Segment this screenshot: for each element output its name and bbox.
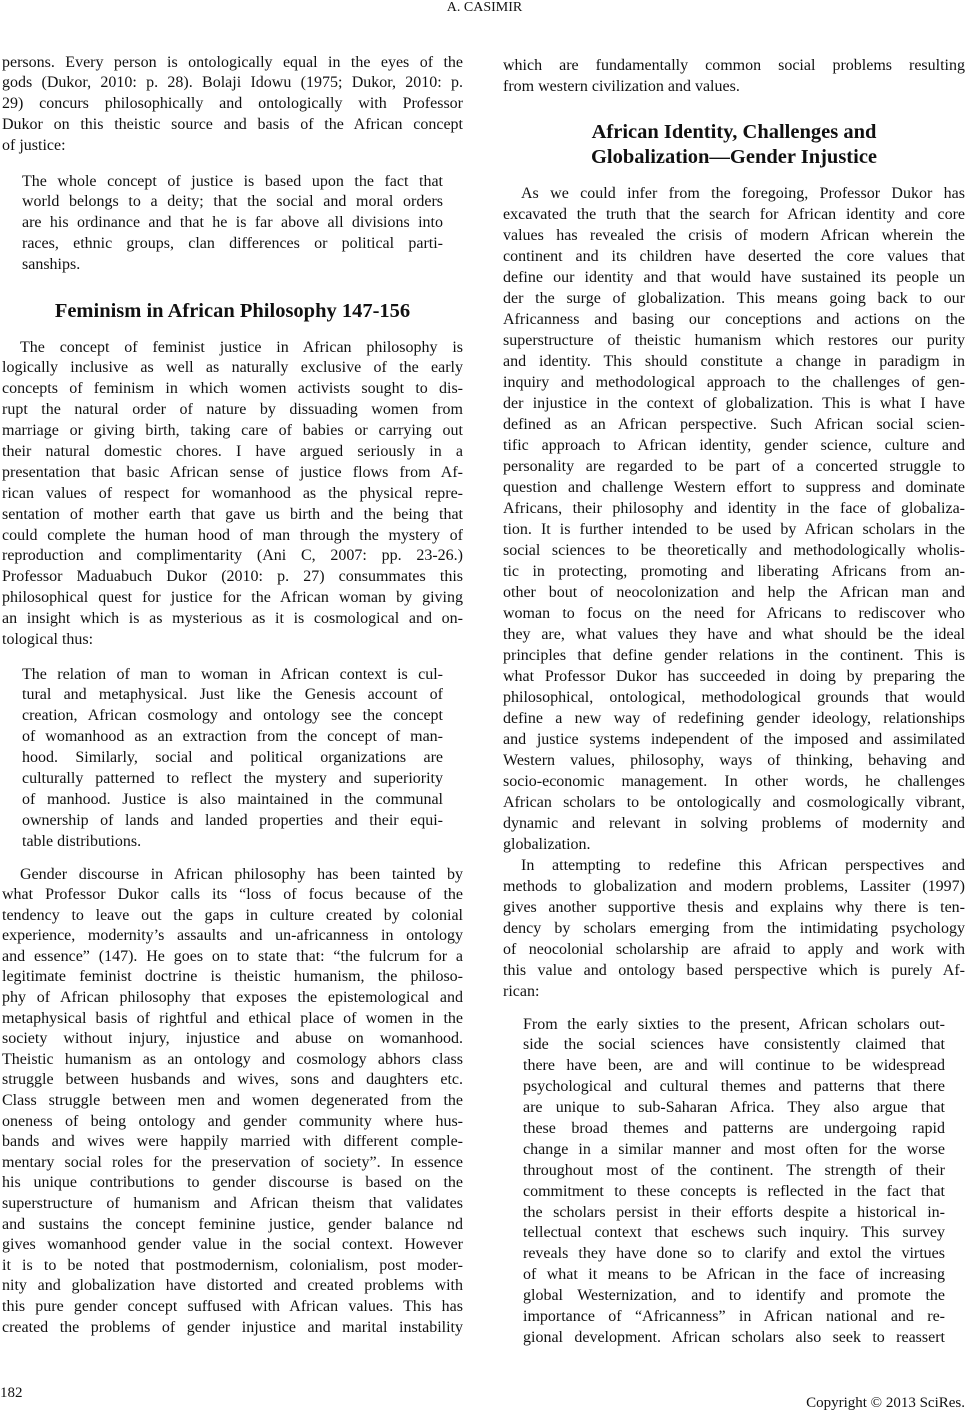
text-line: what Professor Dukor calls its “loss of focus because of the: [2, 886, 463, 904]
text-line: personality are regarded to be part of a concerted struggle to: [503, 457, 965, 475]
text-line: could complete the human hood of man through the mystery of: [2, 526, 463, 544]
section-heading-line: Globalization—Gender Injustice: [590, 145, 878, 168]
text-line: tological thus:: [2, 630, 94, 648]
text-line: struggle between husbands and wives, sons and daughters etc.: [2, 1071, 463, 1089]
text-line: and essence” (147). He goes on to state that: “the fulcrum for a: [2, 947, 463, 965]
text-line: dency by scholars emerging from the intimidating psychology: [503, 919, 965, 937]
paragraph: [503, 55, 965, 97]
text-line: of womanhood as an extraction from the concept of man-: [22, 728, 443, 746]
text-line: commitment to these concepts is reflected in the fact that: [523, 1182, 945, 1200]
text-line: values has revealed the crisis of modern African wherein the: [503, 226, 965, 244]
text-line: tion. It is further intended to be used by African scholars in the: [503, 520, 965, 538]
text-line: Western values, philosophy, ways of thinking, behaving and: [503, 751, 965, 769]
text-line: As we could infer from the foregoing, Professor Dukor has: [521, 184, 965, 202]
text-line: marriage or giving birth, taking care of babies or carrying out: [2, 422, 463, 440]
text-line: are his ordinance and that he is far above all divisions into: [22, 214, 443, 232]
text-line: concepts of feminism in which women activists sought to dis-: [2, 380, 463, 398]
text-line: which are fundamentally common social problems resulting: [503, 56, 965, 74]
text-line: African scholars to be ontologically and cosmologically vibrant,: [503, 793, 965, 811]
text-line: reveals they have done so to clarify and extol the virtues: [523, 1245, 945, 1263]
text-line: experience, modernity’s assaults and un-africanness in ontology: [2, 927, 463, 945]
text-line: table distributions.: [22, 832, 142, 850]
text-line: tic in protecting, promoting and liberating Africans from an-: [503, 562, 965, 580]
text-line: gods (Dukor, 2010: p. 28). Bolaji Idowu (1975; Dukor, 2010: p.: [2, 74, 463, 92]
text-line: his unique contributions to gender discourse is based on the: [2, 1174, 463, 1192]
text-line: Dukor on this theistic source and basis of the African concept: [2, 116, 463, 134]
text-line: Class struggle between men and women degenerated from the: [2, 1092, 463, 1110]
text-line: of neocolonial scholarship are afraid to apply and work with: [503, 940, 965, 958]
text-line: oneness of being ontology and gender community where hus-: [2, 1112, 463, 1130]
text-line: their natural domestic chores. I have argued seriously in a: [2, 442, 463, 460]
text-line: bands and wives were happily married with different comple-: [2, 1133, 463, 1151]
section-heading: [503, 120, 965, 170]
text-line: principles that define gender relations in the continent. This is: [503, 646, 965, 664]
text-line: superstructure of theistic humanism which restores our purity: [503, 331, 965, 349]
text-line: define our identity and that would have sustained its people un: [503, 268, 965, 286]
text-line: presentation that basic African sense of justice flows from Af-: [2, 463, 463, 481]
text-line: and identity. This should constitute a change in paradigm in: [503, 352, 965, 370]
text-line: question and challenge Western effort to suppress and dominate: [503, 478, 965, 496]
text-line: an insight which is as mysterious as it is cosmological and on-: [2, 610, 463, 628]
text-line: of manhood. Justice is also maintained in the communal: [22, 790, 443, 808]
text-line: and sustains the concept feminine justice, gender balance nd: [2, 1215, 463, 1233]
text-line: tural and metaphysical. Just like the Genesis account of: [22, 686, 443, 704]
paragraph: [2, 53, 463, 157]
text-line: side the social sciences have consistently claimed that: [523, 1036, 945, 1054]
text-line: tendency to leave out the gaps in culture created by colonial: [2, 906, 463, 924]
text-line: races, ethnic groups, clan differences or political parti-: [22, 235, 443, 253]
text-line: global Westernization, and to identify and promote the: [523, 1287, 945, 1305]
text-line: The whole concept of justice is based upon the fact that: [22, 172, 443, 190]
text-line: they are, what values they have and what should be the ideal: [503, 625, 965, 643]
text-line: In attempting to redefine this African perspectives and: [521, 856, 965, 874]
block-quote: [22, 665, 443, 853]
text-line: Theistic humanism as an ontology and cosmology abhors class: [2, 1050, 463, 1068]
text-line: this pure gender concept suffused with African values. This has: [2, 1297, 463, 1315]
running-head: A. CASIMIR: [446, 0, 523, 15]
text-line: ownership of lands and landed properties and their equi-: [22, 811, 443, 829]
text-line: nity and globalization have distorted and created problems with: [2, 1277, 463, 1295]
text-line: psychological and cultural themes and patterns that there: [523, 1078, 945, 1096]
text-line: sentation of mother earth that gave us birth and the being that: [2, 505, 463, 523]
text-line: change in a similar manner and most often for the worse: [523, 1140, 945, 1158]
text-line: legitimate feminist doctrine is theistic humanism, the philoso-: [2, 968, 463, 986]
text-line: mentary social roles for the preservation of society”. In essence: [2, 1153, 463, 1171]
text-line: these broad themes and patterns are undergoing rapid: [523, 1119, 945, 1137]
text-line: this value and ontology based perspective which is purely Af-: [503, 961, 965, 979]
text-line: philosophical quest for justice for the African woman by giving: [2, 589, 463, 607]
text-line: superstructure of humanism and African theism that validates: [2, 1195, 463, 1212]
block-quote: [22, 172, 443, 276]
text-line: created the problems of gender injustice and marital instability: [2, 1318, 463, 1336]
text-line: rican values of respect for womanhood as the physical repre-: [2, 484, 463, 502]
text-line: it is to be noted that postmodernism, colonialism, post moder-: [2, 1256, 463, 1274]
text-line: logically inclusive as well as naturally exclusive of the early: [2, 359, 463, 377]
text-line: excavated the truth that the search for African identity and core: [503, 205, 965, 223]
text-line: world belongs to a deity; that the social and moral orders: [22, 193, 443, 211]
text-line: tific approach to African identity, gender science, culture and: [503, 436, 965, 454]
text-line: sanships.: [22, 256, 81, 274]
text-line: the scholars persist in their efforts despite a historical in-: [523, 1203, 945, 1221]
text-line: philosophical, ontological, methodological grounds that would: [503, 688, 965, 706]
text-line: culturally patterned to reflect the mystery and superiority: [22, 769, 443, 787]
text-line: and justice systems independent of the imposed and assimilated: [503, 730, 965, 748]
text-line: what Professor Dukor has succeeded in doing by preparing the: [503, 667, 965, 685]
paragraph: [503, 855, 965, 1002]
text-line: throughout most of the continent. The strength of their: [523, 1161, 945, 1179]
text-line: metaphysical basis of rightful and ethical place of women in the: [2, 1009, 463, 1027]
text-line: of justice:: [2, 137, 66, 155]
text-line: social sciences to be theoretically and methodologically wholis-: [503, 541, 965, 559]
text-line: 29) concurs philosophically and ontologically with Professor: [2, 95, 463, 113]
text-line: creation, African cosmology and ontology see the concept: [22, 707, 443, 725]
text-line: rupt the natural order of nature by dissuading women from: [2, 401, 463, 419]
paragraph: [2, 865, 463, 1339]
text-line: The concept of feminist justice in African philosophy is: [20, 338, 463, 356]
text-line: there have been, are and will continue to be widespread: [523, 1057, 945, 1075]
section-heading-line: African Identity, Challenges and: [591, 120, 877, 143]
text-line: hood. Similarly, social and political organizations are: [22, 749, 443, 767]
text-line: inquiry and methodological approach to the challenges of gen-: [503, 373, 965, 391]
text-line: The relation of man to woman in African context is cul-: [22, 665, 443, 683]
text-line: woman to focus on the need for Africans to rediscover who: [503, 604, 965, 622]
text-line: socio-economic management. In other words, he challenges: [503, 772, 965, 790]
paragraph: [503, 183, 965, 855]
text-line: from western civilization and values.: [503, 77, 740, 95]
text-line: importance of “Africanness” in African national and re-: [523, 1307, 945, 1325]
text-line: globalization.: [503, 835, 591, 853]
text-line: tellectual context that eschews such inquiry. This survey: [523, 1224, 945, 1242]
text-line: From the early sixties to the present, African scholars out-: [523, 1015, 945, 1033]
text-line: Gender discourse in African philosophy has been tainted by: [20, 865, 463, 883]
page-number: 182: [0, 1385, 23, 1401]
copyright-notice: Copyright © 2013 SciRes.: [806, 1395, 965, 1411]
paragraph: [2, 338, 463, 651]
text-line: continent and its children have deserted the core values that: [503, 247, 965, 265]
text-line: der the surge of globalization. This means going back to our: [503, 289, 965, 307]
text-line: reproduction and complimentarity (Ani C, 2007: pp. 23-26.): [2, 547, 463, 565]
text-line: are unique to sub-Saharan Africa. They also argue that: [523, 1099, 945, 1117]
text-line: of what it means to be African in the face of increasing: [523, 1266, 945, 1284]
text-line: methods to globalization and modern problems, Lassiter (1997): [503, 877, 965, 895]
text-line: dynamic and relevant in solving problems of modernity and: [503, 814, 965, 832]
text-line: der injustice in the context of globalization. This is what I have: [503, 394, 965, 412]
text-line: Africanness and basing our conceptions and actions on the: [503, 310, 965, 328]
text-line: other bout of neocolonization and help the African man and: [503, 583, 965, 601]
text-line: gives another supportive thesis and explains why there is ten-: [503, 898, 965, 916]
text-line: Professor Maduabuch Dukor (2010: p. 27) consummates this: [2, 568, 463, 586]
block-quote: [523, 1015, 945, 1349]
text-line: phy of African philosophy that exposes the epistemological and: [2, 989, 463, 1007]
text-line: gives womanhood gender value in the social context. However: [2, 1236, 463, 1254]
text-line: Africans, their philosophy and identity in the face of globaliza-: [503, 499, 965, 517]
text-line: society without injury, injustice and abuse on womanhood.: [2, 1030, 463, 1048]
text-line: gional development. African scholars also seek to reassert: [523, 1328, 945, 1346]
text-line: define a new way of redefining gender ideology, relationships: [503, 709, 965, 727]
text-line: persons. Every person is ontologically equal in the eyes of the: [2, 53, 463, 71]
text-line: rican:: [503, 982, 540, 1000]
text-line: defined as an African perspective. Such African social scien-: [503, 415, 965, 433]
section-heading: Feminism in African Philosophy 147-156: [54, 300, 411, 322]
